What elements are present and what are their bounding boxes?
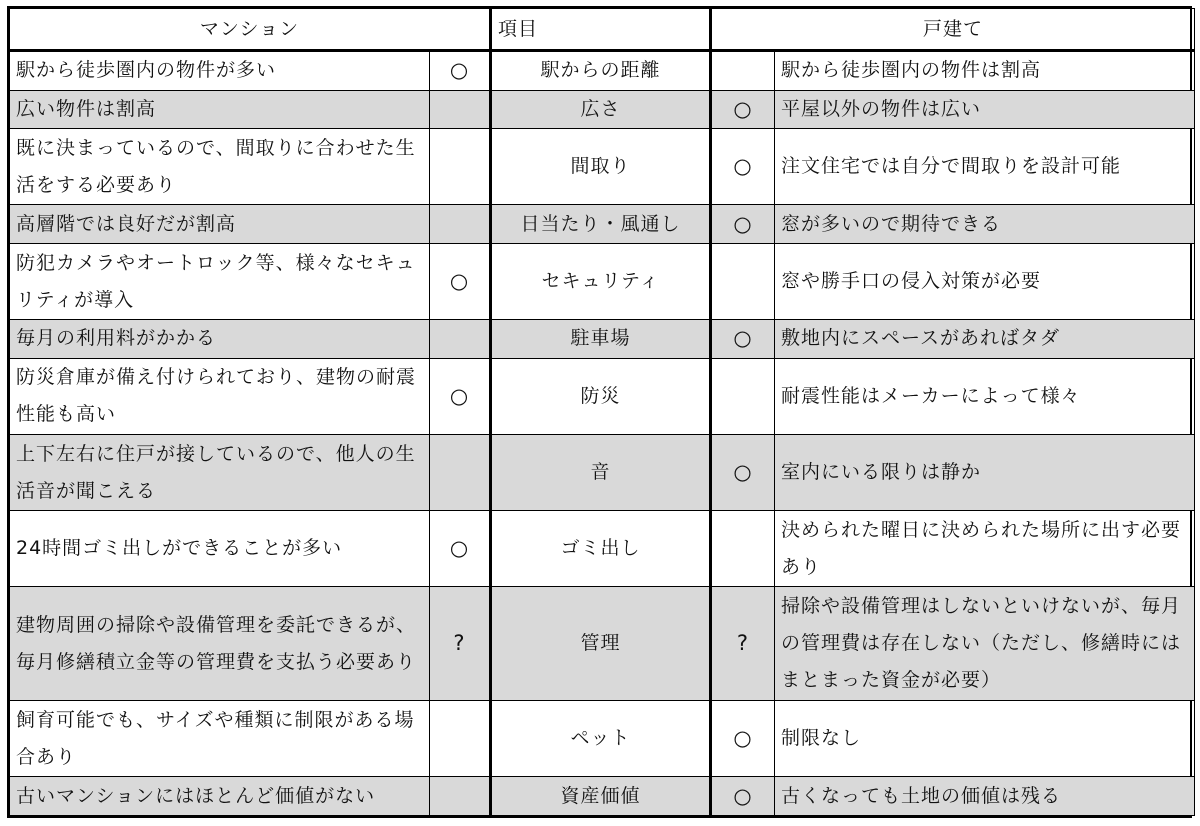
mansion-mark-cell — [430, 205, 491, 244]
mansion-cell: 既に決まっているので、間取りに合わせた生活をする必要あり — [10, 129, 430, 205]
mansion-cell: 駅から徒歩圏内の物件が多い — [10, 51, 430, 91]
item-cell: 駅からの距離 — [491, 51, 711, 91]
mansion-cell: 24時間ゴミ出しができることが多い — [10, 511, 430, 587]
table-row — [10, 701, 1195, 777]
table-row — [10, 90, 1195, 129]
item-cell: ペット — [491, 701, 711, 777]
item-cell: 間取り — [491, 129, 711, 205]
table-row — [10, 587, 1195, 701]
header-house: 戸建て — [711, 9, 1195, 51]
house-mark-cell: ○ — [711, 777, 775, 816]
table-row — [10, 320, 1195, 359]
table-row — [10, 777, 1195, 816]
house-cell: 決められた曜日に決められた場所に出す必要あり — [775, 511, 1195, 587]
item-cell: ゴミ出し — [491, 511, 711, 587]
item-cell: 防災 — [491, 358, 711, 434]
house-cell: 敷地内にスペースがあればタダ — [775, 320, 1195, 359]
mansion-cell: 毎月の利用料がかかる — [10, 320, 430, 359]
mansion-mark-cell: ○ — [430, 243, 491, 319]
item-cell: 駐車場 — [491, 320, 711, 359]
house-mark-cell — [711, 243, 775, 319]
mansion-cell: 古いマンションにはほとんど価値がない — [10, 777, 430, 816]
table-row — [10, 51, 1195, 91]
house-cell: 駅から徒歩圏内の物件は割高 — [775, 51, 1195, 91]
comparison-table-container — [7, 6, 1192, 818]
house-cell: 掃除や設備管理はしないといけないが、毎月の管理費は存在しない（ただし、修繕時にはまとまった資金が必要） — [775, 587, 1195, 701]
mansion-cell: 防災倉庫が備え付けられており、建物の耐震性能も高い — [10, 358, 430, 434]
table-row — [10, 511, 1195, 587]
item-cell: 日当たり・風通し — [491, 205, 711, 244]
house-mark-cell: ○ — [711, 320, 775, 359]
mansion-mark-cell — [430, 129, 491, 205]
mansion-mark-cell — [430, 701, 491, 777]
house-mark-cell: ○ — [711, 701, 775, 777]
mansion-cell: 高層階では良好だが割高 — [10, 205, 430, 244]
house-cell: 室内にいる限りは静か — [775, 434, 1195, 510]
mansion-mark-cell — [430, 90, 491, 129]
house-mark-cell: ○ — [711, 205, 775, 244]
house-mark-cell: ? — [711, 587, 775, 701]
header-mansion: マンション — [10, 9, 491, 51]
house-mark-cell — [711, 51, 775, 91]
comparison-table — [9, 8, 1195, 816]
house-cell: 制限なし — [775, 701, 1195, 777]
house-cell: 古くなっても土地の価値は残る — [775, 777, 1195, 816]
item-cell: 資産価値 — [491, 777, 711, 816]
table-row — [10, 243, 1195, 319]
table-row — [10, 205, 1195, 244]
house-cell: 平屋以外の物件は広い — [775, 90, 1195, 129]
house-cell: 窓が多いので期待できる — [775, 205, 1195, 244]
mansion-mark-cell: ○ — [430, 511, 491, 587]
table-row — [10, 434, 1195, 510]
table-row — [10, 358, 1195, 434]
table-row — [10, 129, 1195, 205]
mansion-cell: 建物周囲の掃除や設備管理を委託できるが、毎月修繕積立金等の管理費を支払う必要あり — [10, 587, 430, 701]
house-cell: 窓や勝手口の侵入対策が必要 — [775, 243, 1195, 319]
mansion-mark-cell: ○ — [430, 51, 491, 91]
house-mark-cell: ○ — [711, 90, 775, 129]
mansion-cell: 防犯カメラやオートロック等、様々なセキュリティが導入 — [10, 243, 430, 319]
mansion-cell: 飼育可能でも、サイズや種類に制限がある場合あり — [10, 701, 430, 777]
table-header-row — [10, 9, 1195, 51]
mansion-mark-cell — [430, 777, 491, 816]
house-mark-cell: ○ — [711, 129, 775, 205]
house-mark-cell — [711, 358, 775, 434]
item-cell: セキュリティ — [491, 243, 711, 319]
mansion-mark-cell — [430, 434, 491, 510]
house-mark-cell: ○ — [711, 434, 775, 510]
house-mark-cell — [711, 511, 775, 587]
item-cell: 管理 — [491, 587, 711, 701]
mansion-cell: 広い物件は割高 — [10, 90, 430, 129]
mansion-mark-cell — [430, 320, 491, 359]
mansion-cell: 上下左右に住戸が接しているので、他人の生活音が聞こえる — [10, 434, 430, 510]
mansion-mark-cell: ○ — [430, 358, 491, 434]
mansion-mark-cell: ? — [430, 587, 491, 701]
item-cell: 広さ — [491, 90, 711, 129]
house-cell: 耐震性能はメーカーによって様々 — [775, 358, 1195, 434]
header-item: 項目 — [491, 9, 711, 51]
item-cell: 音 — [491, 434, 711, 510]
house-cell: 注文住宅では自分で間取りを設計可能 — [775, 129, 1195, 205]
